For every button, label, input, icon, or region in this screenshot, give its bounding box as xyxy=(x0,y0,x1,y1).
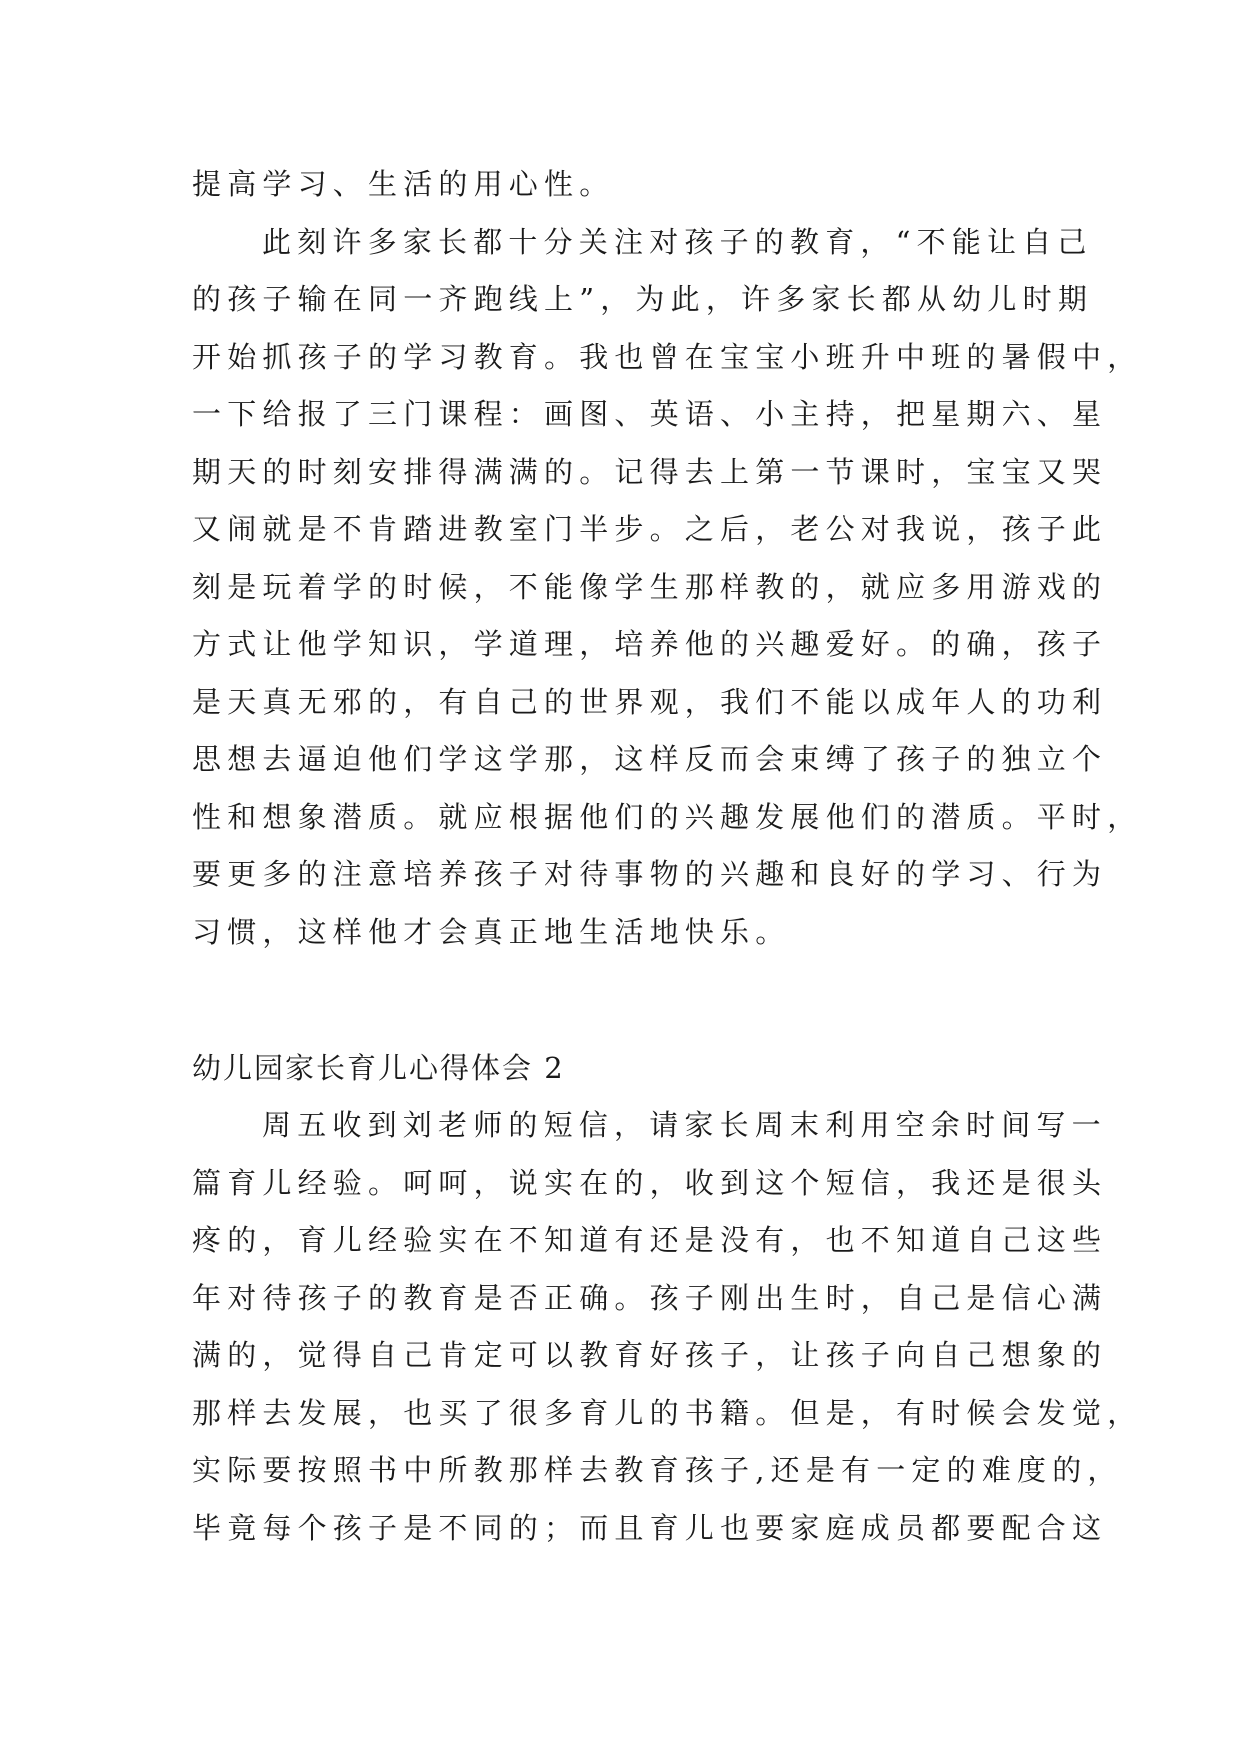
paragraph-line: 那样去发展，也买了很多育儿的书籍。但是，有时候会发觉， xyxy=(192,1395,1143,1430)
paragraph-line: 满的，觉得自己肯定可以教育好孩子，让孩子向自己想象的 xyxy=(192,1338,1108,1372)
paragraph-line: 的孩子输在同一齐跑线上”，为此，许多家长都从幼儿时期 xyxy=(192,282,1094,316)
paragraph-line: 期天的时刻安排得满满的。记得去上第一节课时，宝宝又哭 xyxy=(192,454,1108,489)
paragraph-line: 思想去逼迫他们学这学那，这样反而会束缚了孩子的独立个 xyxy=(192,742,1108,776)
paragraph-line: 提高学习、生活的用心性。 xyxy=(192,167,615,201)
section2-body xyxy=(192,1097,1143,1557)
paragraph-line: 性和想象潜质。就应根据他们的兴趣发展他们的潜质。平时， xyxy=(192,799,1143,834)
paragraph-line: 一下给报了三门课程：画图、英语、小主持，把星期六、星 xyxy=(192,397,1108,431)
section1-body xyxy=(192,156,1143,961)
paragraph-line: 疼的，育儿经验实在不知道有还是没有，也不知道自己这些 xyxy=(192,1223,1108,1257)
paragraph-line: 刻是玩着学的时候，不能像学生那样教的，就应多用游戏的 xyxy=(192,569,1108,604)
paragraph-line: 此刻许多家长都十分关注对孩子的教育，“不能让自己 xyxy=(262,224,1093,259)
paragraph-line: 是天真无邪的，有自己的世界观，我们不能以成年人的功利 xyxy=(192,684,1108,719)
paragraph-line: 开始抓孩子的学习教育。我也曾在宝宝小班升中班的暑假中， xyxy=(192,339,1143,374)
paragraph-line: 年对待孩子的教育是否正确。孩子刚出生时，自己是信心满 xyxy=(192,1280,1108,1315)
paragraph-line: 又闹就是不肯踏进教室门半步。之后，老公对我说，孩子此 xyxy=(192,512,1108,546)
paragraph-line: 方式让他学知识，学道理，培养他的兴趣爱好。的确，孩子 xyxy=(192,627,1108,661)
paragraph-line: 周五收到刘老师的短信，请家长周末利用空余时间写一 xyxy=(262,1108,1107,1142)
paragraph-line: 毕竟每个孩子是不同的；而且育儿也要家庭成员都要配合这 xyxy=(192,1510,1108,1545)
section-heading: 幼儿园家长育儿心得体会 2 xyxy=(192,1051,565,1085)
paragraph-line: 篇育儿经验。呵呵，说实在的，收到这个短信，我还是很头 xyxy=(192,1165,1108,1200)
paragraph-line: 实际要按照书中所教那样去教育孩子,还是有一定的难度的， xyxy=(192,1453,1123,1487)
paragraph-line: 要更多的注意培养孩子对待事物的兴趣和良好的学习、行为 xyxy=(192,857,1108,891)
paragraph-line: 习惯，这样他才会真正地生活地快乐。 xyxy=(192,914,791,949)
